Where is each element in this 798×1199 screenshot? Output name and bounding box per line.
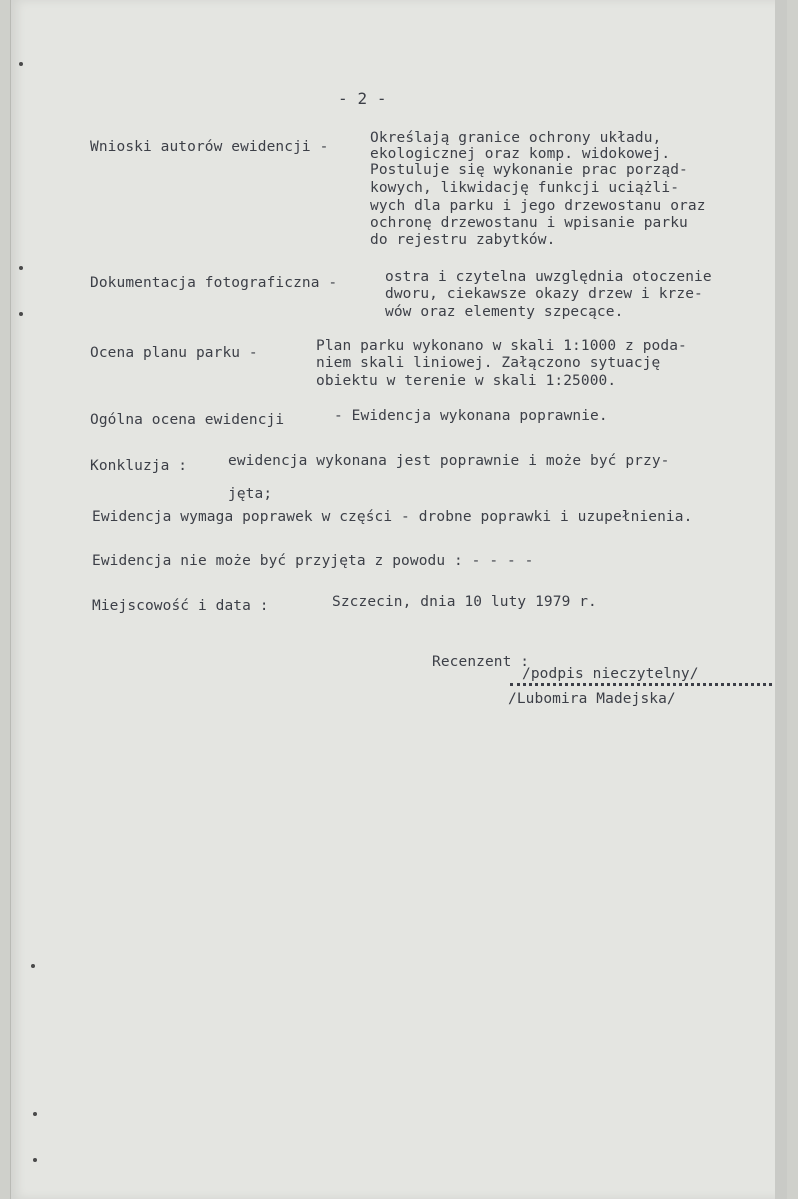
- entry-label-ogolna-ocena: Ogólna ocena ewidencji: [90, 412, 285, 428]
- miejscowosc-value: Szczecin, dnia 10 luty 1979 r.: [332, 594, 597, 610]
- entry-line: obiektu w terenie w skali 1:25000.: [316, 373, 617, 389]
- signature-dotted-line: [510, 683, 772, 686]
- konkluzja-text-cont: jęta;: [228, 486, 273, 502]
- entry-line: wych dla parku i jego drzewostanu oraz: [370, 198, 706, 214]
- nie-przyjeta-line: Ewidencja nie może być przyjęta z powodu : - - - -: [92, 553, 534, 569]
- konkluzja-label: Konkluzja :: [90, 458, 188, 474]
- entry-label-wnioski: Wnioski autorów ewidencji -: [90, 139, 329, 155]
- entry-line: Określają granice ochrony układu,: [370, 130, 662, 146]
- page-edge: [775, 0, 787, 1199]
- entry-line: ochronę drzewostanu i wpisanie parku: [370, 215, 688, 231]
- entry-line: do rejestru zabytków.: [370, 232, 556, 248]
- signature-text: /podpis nieczytelny/: [522, 666, 699, 682]
- entry-line: ostra i czytelna uwzględnia otoczenie: [385, 269, 712, 285]
- binding-hole: [19, 312, 23, 316]
- binding-hole: [33, 1112, 37, 1116]
- recenzent-label: Recenzent :: [432, 654, 530, 670]
- entry-label-dokumentacja: Dokumentacja fotograficzna -: [90, 275, 338, 291]
- binding-hole: [31, 964, 35, 968]
- page-number: - 2 -: [338, 89, 387, 108]
- entry-line: niem skali liniowej. Załączono sytuację: [316, 355, 661, 371]
- poprawki-line: Ewidencja wymaga poprawek w części - drobne poprawki i uzupełnienia.: [92, 509, 693, 525]
- binding-hole: [19, 266, 23, 270]
- entry-line: wów oraz elementy szpecące.: [385, 304, 624, 320]
- konkluzja-text: ewidencja wykonana jest poprawnie i może być przy-: [228, 453, 670, 469]
- entry-line: ekologicznej oraz komp. widokowej.: [370, 146, 671, 162]
- reviewer-name: /Lubomira Madejska/: [508, 691, 676, 707]
- binding-hole: [19, 62, 23, 66]
- binding-hole: [33, 1158, 37, 1162]
- entry-label-ocena-planu: Ocena planu parku -: [90, 345, 258, 361]
- miejscowosc-label: Miejscowość i data :: [92, 598, 269, 614]
- entry-line: dworu, ciekawsze okazy drzew i krze-: [385, 286, 703, 302]
- entry-line: Postuluje się wykonanie prac porząd-: [370, 162, 688, 178]
- entry-line: Plan parku wykonano w skali 1:1000 z poda-: [316, 338, 687, 354]
- entry-line: kowych, likwidację funkcji uciążli-: [370, 180, 680, 196]
- entry-line: - Ewidencja wykonana poprawnie.: [334, 408, 608, 424]
